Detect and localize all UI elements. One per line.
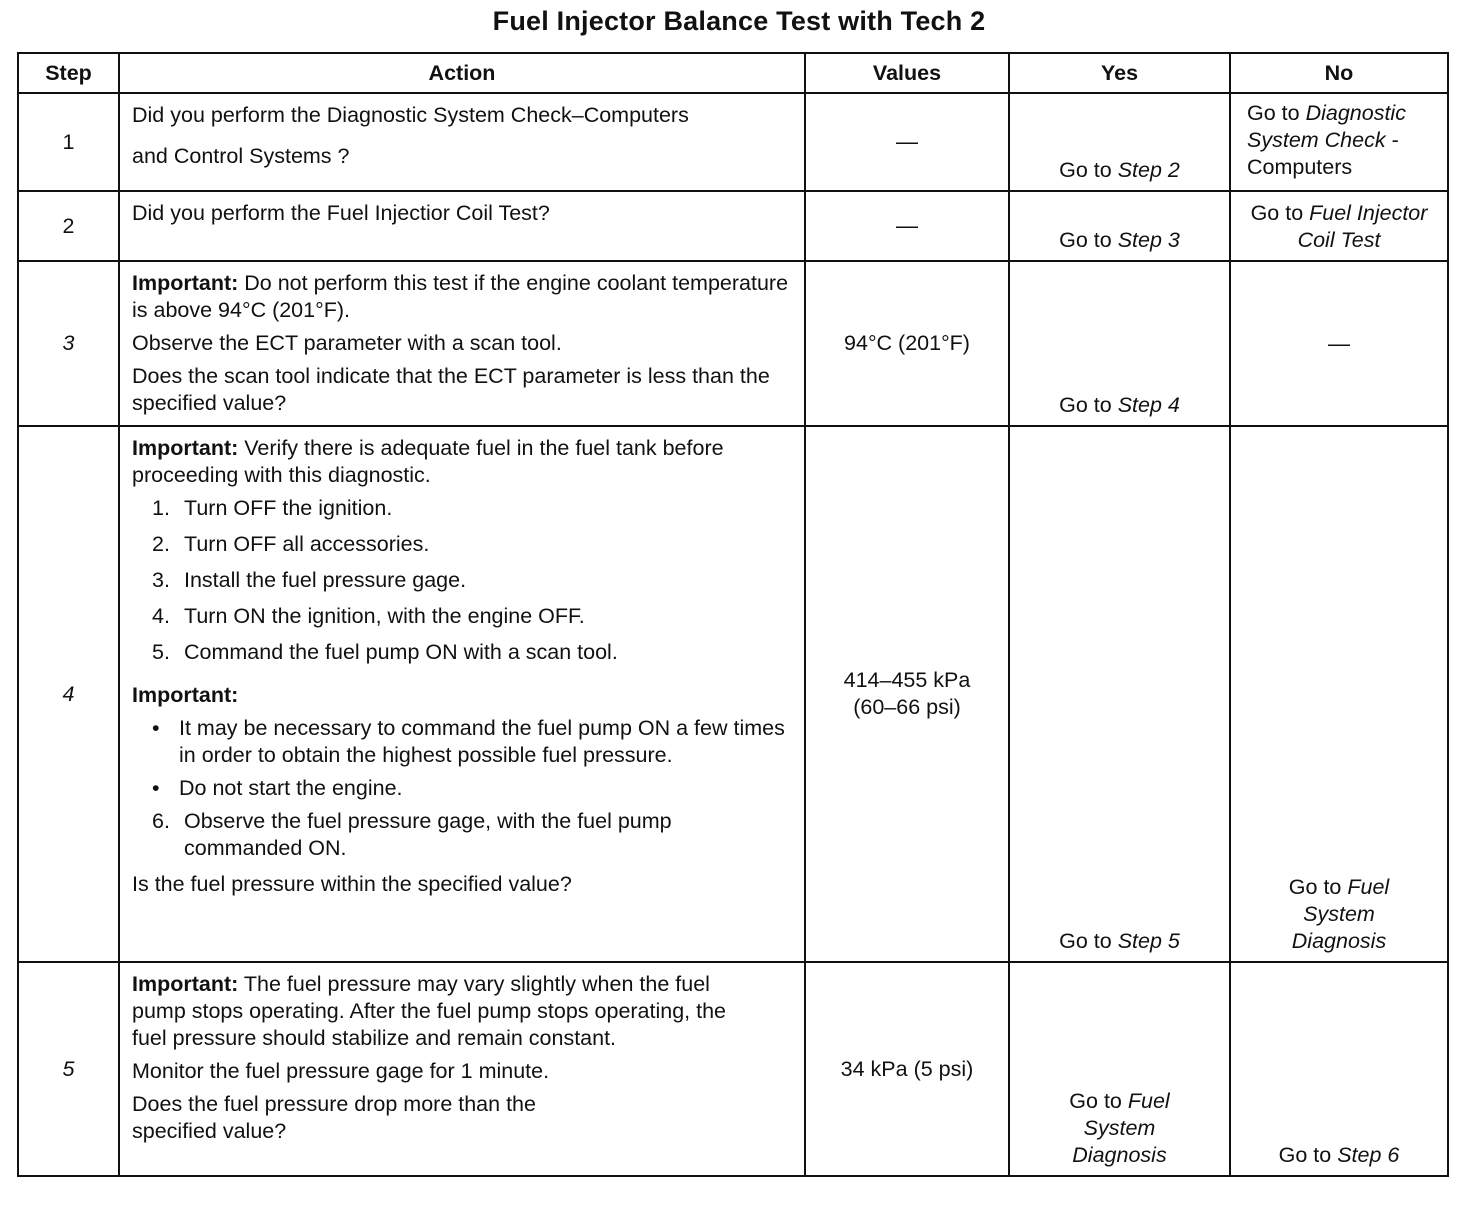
value-cell: 414–455 kPa (60–66 psi): [805, 426, 1009, 962]
list-item: 2. Turn OFF all accessories.: [152, 532, 430, 556]
table-row: [18, 93, 1448, 191]
list-item: 1. Turn OFF the ignition.: [152, 496, 393, 520]
no-link[interactable]: Fuel Injector Coil Test: [1297, 201, 1428, 252]
yes-link[interactable]: Step 5: [1117, 929, 1180, 953]
no-cell: Go to Fuel System Diagnosis: [1230, 426, 1448, 962]
action-question: Does the scan tool indicate that the ECT parameter is less than the specified value?: [132, 364, 770, 415]
procedure-list: [132, 808, 790, 862]
important-note: Important: Do not perform this test if the engine coolant temperature is above 94°C (201°F).: [132, 271, 789, 322]
header-action: Action: [119, 53, 805, 93]
no-cell: —: [1230, 261, 1448, 426]
list-item: 6. Observe the fuel pressure gage, with the fuel pump commanded ON.: [152, 809, 672, 860]
diagnostic-table: [17, 52, 1449, 1177]
yes-cell: Go to Step 5: [1009, 426, 1230, 962]
step-number: 4: [18, 426, 119, 962]
yes-link[interactable]: Fuel System Diagnosis: [1072, 1089, 1170, 1167]
list-item: 4. Turn ON the ignition, with the engine OFF.: [152, 604, 585, 628]
action-cell: [119, 426, 805, 962]
important-note: Important: The fuel pressure may vary slightly when the fuel pump stops operating. After the fuel pump stops operating, the fuel pressure should stabilize and remain constant.: [132, 972, 727, 1050]
action-cell: [119, 191, 805, 261]
action-text: and Control Systems ?: [132, 144, 350, 168]
step-number: 2: [18, 191, 119, 261]
yes-cell: Go to Step 3: [1009, 191, 1230, 261]
no-cell: Go to Step 6: [1230, 962, 1448, 1176]
action-cell: [119, 261, 805, 426]
value-cell: —: [805, 191, 1009, 261]
yes-cell: Go to Step 2: [1009, 93, 1230, 191]
list-item: 5. Command the fuel pump ON with a scan tool.: [152, 640, 618, 664]
procedure-list: [132, 495, 790, 666]
no-link[interactable]: Fuel System Diagnosis: [1291, 875, 1390, 953]
header-row: [18, 53, 1448, 93]
value-cell: 34 kPa (5 psi): [805, 962, 1009, 1176]
table-row: [18, 261, 1448, 426]
list-item: • Do not start the engine.: [152, 776, 403, 800]
yes-link[interactable]: Step 4: [1117, 393, 1180, 417]
no-cell: Go to Fuel Injector Coil Test: [1230, 191, 1448, 261]
step-number: 1: [18, 93, 119, 191]
step-number: 3: [18, 261, 119, 426]
action-question: Is the fuel pressure within the specified value?: [132, 872, 572, 896]
page-title: Fuel Injector Balance Test with Tech 2: [492, 6, 986, 36]
header-values: Values: [805, 53, 1009, 93]
list-item: • It may be necessary to command the fuel pump ON a few times in order to obtain the highest possible fuel pressure.: [152, 716, 785, 767]
important-note: Important:: [132, 683, 239, 707]
action-question: Does the fuel pressure drop more than the specified value?: [132, 1092, 536, 1143]
table-row: [18, 426, 1448, 962]
value-cell: 94°C (201°F): [805, 261, 1009, 426]
action-cell: [119, 962, 805, 1176]
yes-link[interactable]: Step 3: [1117, 228, 1180, 252]
step-number: 5: [18, 962, 119, 1176]
list-item: 3. Install the fuel pressure gage.: [152, 568, 467, 592]
yes-link[interactable]: Step 2: [1117, 158, 1180, 182]
value-cell: —: [805, 93, 1009, 191]
header-no: No: [1230, 53, 1448, 93]
action-text: Did you perform the Diagnostic System Check–Computers: [132, 103, 689, 127]
no-link[interactable]: Diagnostic System Check: [1247, 101, 1406, 152]
table-row: [18, 962, 1448, 1176]
important-note: Important: Verify there is adequate fuel in the fuel tank before proceeding with this diagnostic.: [132, 436, 724, 487]
action-cell: [119, 93, 805, 191]
action-text: Monitor the fuel pressure gage for 1 minute.: [132, 1059, 550, 1083]
header-yes: Yes: [1009, 53, 1230, 93]
header-step: Step: [18, 53, 119, 93]
table-row: [18, 191, 1448, 261]
yes-cell: Go to Fuel System Diagnosis: [1009, 962, 1230, 1176]
no-cell: Go to Diagnostic System Check - Computers: [1230, 93, 1448, 191]
action-text: Observe the ECT parameter with a scan tool.: [132, 331, 562, 355]
bullet-list: [132, 715, 790, 802]
yes-cell: Go to Step 4: [1009, 261, 1230, 426]
no-link[interactable]: Step 6: [1337, 1143, 1400, 1167]
action-text: Did you perform the Fuel Injectior Coil Test?: [132, 201, 550, 225]
